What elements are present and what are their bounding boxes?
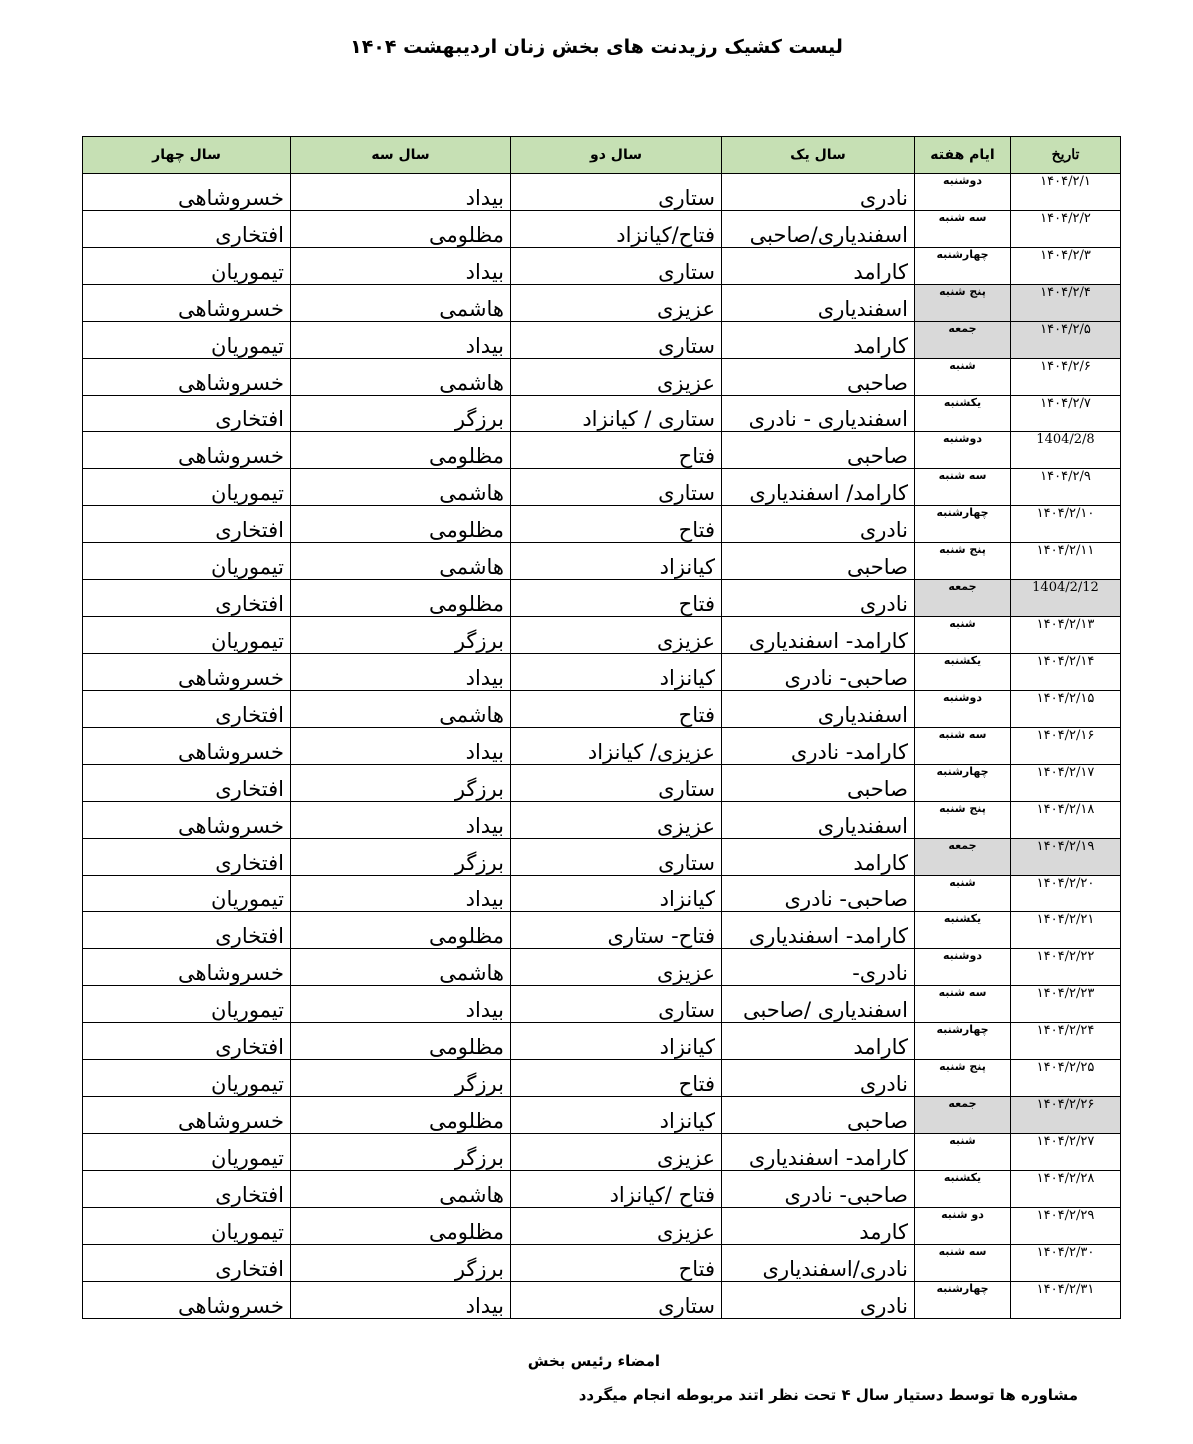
table-row: [83, 617, 1121, 654]
cell-year-one: صاحبی- نادری: [722, 1170, 915, 1207]
cell-year-three: هاشمی: [291, 1170, 511, 1207]
cell-year-two: ستاری: [511, 986, 722, 1023]
cell-year-three: مظلومی: [291, 210, 511, 247]
cell-date: ۱۴۰۴/۲/۱۴: [1011, 653, 1121, 690]
cell-year-two: عزیزی: [511, 358, 722, 395]
cell-day: چهارشنبه: [915, 1281, 1011, 1318]
cell-year-one: اسفندیاری: [722, 690, 915, 727]
cell-year-three: برزگر: [291, 838, 511, 875]
cell-year-two: عزیزی: [511, 617, 722, 654]
cell-day: سه شنبه: [915, 727, 1011, 764]
table-row: [83, 543, 1121, 580]
cell-year-two: ستاری: [511, 1281, 722, 1318]
cell-day: پنج شنبه: [915, 284, 1011, 321]
table-row: [83, 801, 1121, 838]
table-row: [83, 1023, 1121, 1060]
cell-year-one: کارامد: [722, 247, 915, 284]
cell-year-four: خسروشاهی: [83, 801, 291, 838]
cell-year-two: ستاری: [511, 321, 722, 358]
cell-date: ۱۴۰۴/۲/۲۱: [1011, 912, 1121, 949]
cell-year-two: فتاح: [511, 432, 722, 469]
cell-year-one: نادری: [722, 506, 915, 543]
table-row: [83, 1133, 1121, 1170]
table-row: [83, 1281, 1121, 1318]
cell-day: چهارشنبه: [915, 506, 1011, 543]
cell-year-one: صاحبی: [722, 432, 915, 469]
cell-date: ۱۴۰۴/۲/۶: [1011, 358, 1121, 395]
table-row: [83, 469, 1121, 506]
cell-year-one: اسفندیاری /صاحبی: [722, 986, 915, 1023]
cell-day: سه شنبه: [915, 210, 1011, 247]
cell-day: یکشنبه: [915, 395, 1011, 432]
cell-year-three: بیداد: [291, 986, 511, 1023]
cell-year-four: تیموریان: [83, 1133, 291, 1170]
cell-day: جمعه: [915, 580, 1011, 617]
cell-date: ۱۴۰۴/۲/۲۲: [1011, 949, 1121, 986]
cell-year-two: ستاری: [511, 838, 722, 875]
cell-year-two: ستاری: [511, 174, 722, 211]
cell-year-three: هاشمی: [291, 690, 511, 727]
table-row: [83, 247, 1121, 284]
cell-date: ۱۴۰۴/۲/۹: [1011, 469, 1121, 506]
cell-year-one: صاحبی: [722, 358, 915, 395]
cell-day: چهارشنبه: [915, 764, 1011, 801]
cell-year-four: تیموریان: [83, 543, 291, 580]
cell-day: دوشنبه: [915, 949, 1011, 986]
cell-year-three: مظلومی: [291, 580, 511, 617]
cell-year-four: خسروشاهی: [83, 1281, 291, 1318]
cell-day: سه شنبه: [915, 469, 1011, 506]
cell-date: ۱۴۰۴/۲/۱۰: [1011, 506, 1121, 543]
table-row: [83, 949, 1121, 986]
cell-year-four: افتخاری: [83, 395, 291, 432]
cell-date: ۱۴۰۴/۲/۱۸: [1011, 801, 1121, 838]
cell-year-two: ستاری: [511, 247, 722, 284]
cell-year-one: کارامد/ اسفندیاری: [722, 469, 915, 506]
table-row: [83, 174, 1121, 211]
cell-year-three: مظلومی: [291, 432, 511, 469]
cell-date: ۱۴۰۴/۲/۵: [1011, 321, 1121, 358]
table-row: [83, 838, 1121, 875]
roster-body: [83, 174, 1121, 1319]
cell-year-three: بیداد: [291, 875, 511, 912]
cell-year-four: افتخاری: [83, 210, 291, 247]
cell-year-two: عزیزی: [511, 949, 722, 986]
cell-year-one: نادری: [722, 580, 915, 617]
cell-year-one: کارامد- اسفندیاری: [722, 617, 915, 654]
cell-year-one: اسفندیاری - نادری: [722, 395, 915, 432]
table-row: [83, 358, 1121, 395]
cell-day: پنج شنبه: [915, 801, 1011, 838]
cell-year-three: مظلومی: [291, 1023, 511, 1060]
cell-year-three: هاشمی: [291, 284, 511, 321]
header-year-one: سال یک: [722, 137, 915, 174]
cell-day: شنبه: [915, 875, 1011, 912]
cell-day: جمعه: [915, 321, 1011, 358]
cell-year-four: افتخاری: [83, 1244, 291, 1281]
cell-date: ۱۴۰۴/۲/۲۷: [1011, 1133, 1121, 1170]
cell-day: شنبه: [915, 358, 1011, 395]
cell-date: ۱۴۰۴/۲/۱۵: [1011, 690, 1121, 727]
cell-year-four: افتخاری: [83, 690, 291, 727]
cell-year-two: ستاری: [511, 764, 722, 801]
cell-date: ۱۴۰۴/۲/۱۶: [1011, 727, 1121, 764]
cell-year-two: فتاح/کیانزاد: [511, 210, 722, 247]
cell-year-one: نادری: [722, 1281, 915, 1318]
cell-year-four: خسروشاهی: [83, 1097, 291, 1134]
cell-year-two: کیانزاد: [511, 653, 722, 690]
footer-note: مشاوره ها توسط دستیار سال ۴ تحت نظر اتند مربوطه انجام میگردد: [578, 1386, 1078, 1404]
cell-year-two: فتاح- ستاری: [511, 912, 722, 949]
cell-year-three: بیداد: [291, 247, 511, 284]
cell-date: ۱۴۰۴/۲/۱۳: [1011, 617, 1121, 654]
cell-date: ۱۴۰۴/۲/۴: [1011, 284, 1121, 321]
cell-year-four: افتخاری: [83, 1023, 291, 1060]
cell-year-four: خسروشاهی: [83, 174, 291, 211]
cell-year-two: کیانزاد: [511, 1097, 722, 1134]
cell-day: یکشنبه: [915, 1170, 1011, 1207]
table-row: [83, 653, 1121, 690]
cell-year-three: بیداد: [291, 321, 511, 358]
cell-date: ۱۴۰۴/۲/۱۷: [1011, 764, 1121, 801]
cell-year-one: صاحبی- نادری: [722, 875, 915, 912]
cell-year-four: افتخاری: [83, 764, 291, 801]
cell-year-four: تیموریان: [83, 1060, 291, 1097]
cell-year-two: کیانزاد: [511, 875, 722, 912]
cell-date: ۱۴۰۴/۲/۲: [1011, 210, 1121, 247]
cell-date: ۱۴۰۴/۲/۲۴: [1011, 1023, 1121, 1060]
cell-date: ۱۴۰۴/۲/۳۱: [1011, 1281, 1121, 1318]
cell-year-three: مظلومی: [291, 1097, 511, 1134]
header-day: ایام هفته: [915, 137, 1011, 174]
cell-year-one: کارامد- اسفندیاری: [722, 912, 915, 949]
table-row: [83, 875, 1121, 912]
cell-date: ۱۴۰۴/۲/۷: [1011, 395, 1121, 432]
cell-year-one: کارامد- نادری: [722, 727, 915, 764]
table-row: [83, 764, 1121, 801]
cell-year-one: کارامد: [722, 321, 915, 358]
cell-year-four: افتخاری: [83, 580, 291, 617]
cell-year-one: صاحبی: [722, 764, 915, 801]
cell-year-three: بیداد: [291, 801, 511, 838]
cell-year-one: کارامد- اسفندیاری: [722, 1133, 915, 1170]
cell-date: ۱۴۰۴/۲/۲۶: [1011, 1097, 1121, 1134]
cell-day: سه شنبه: [915, 986, 1011, 1023]
cell-date: ۱۴۰۴/۲/۲۳: [1011, 986, 1121, 1023]
cell-year-three: برزگر: [291, 395, 511, 432]
cell-year-two: عزیزی: [511, 801, 722, 838]
cell-year-two: عزیزی/ کیانزاد: [511, 727, 722, 764]
table-row: [83, 727, 1121, 764]
cell-year-one: نادری-: [722, 949, 915, 986]
cell-year-one: صاحبی: [722, 1097, 915, 1134]
cell-year-two: فتاح: [511, 690, 722, 727]
table-row: [83, 1097, 1121, 1134]
cell-year-four: خسروشاهی: [83, 358, 291, 395]
header-year-four: سال چهار: [83, 137, 291, 174]
cell-year-two: ستاری / کیانزاد: [511, 395, 722, 432]
cell-year-four: خسروشاهی: [83, 653, 291, 690]
cell-year-one: نادری/اسفندیاری: [722, 1244, 915, 1281]
cell-day: دوشنبه: [915, 432, 1011, 469]
cell-year-four: افتخاری: [83, 912, 291, 949]
table-row: [83, 986, 1121, 1023]
cell-year-four: افتخاری: [83, 838, 291, 875]
cell-day: دوشنبه: [915, 690, 1011, 727]
cell-date: ۱۴۰۴/۲/۲۵: [1011, 1060, 1121, 1097]
cell-year-three: بیداد: [291, 1281, 511, 1318]
table-row: [83, 1244, 1121, 1281]
cell-year-three: مظلومی: [291, 912, 511, 949]
cell-year-three: برزگر: [291, 1133, 511, 1170]
cell-year-one: اسفندیاری: [722, 284, 915, 321]
cell-year-four: افتخاری: [83, 1170, 291, 1207]
cell-year-one: کارمد: [722, 1207, 915, 1244]
cell-day: سه شنبه: [915, 1244, 1011, 1281]
table-row: [83, 395, 1121, 432]
cell-year-three: برزگر: [291, 617, 511, 654]
cell-date: ۱۴۰۴/۲/۲۸: [1011, 1170, 1121, 1207]
cell-year-two: عزیزی: [511, 284, 722, 321]
roster-table: [82, 136, 1121, 1319]
cell-year-three: برزگر: [291, 1244, 511, 1281]
cell-year-four: تیموریان: [83, 469, 291, 506]
table-row: [83, 912, 1121, 949]
cell-date: 1404/2/12: [1011, 580, 1121, 617]
page-title: لیست کشیک رزیدنت های بخش زنان اردیبهشت ۱۴۰۴: [350, 36, 843, 58]
cell-year-three: برزگر: [291, 1060, 511, 1097]
cell-year-four: تیموریان: [83, 875, 291, 912]
cell-year-three: بیداد: [291, 653, 511, 690]
cell-year-four: خسروشاهی: [83, 432, 291, 469]
cell-date: ۱۴۰۴/۲/۳۰: [1011, 1244, 1121, 1281]
cell-year-two: فتاح: [511, 580, 722, 617]
cell-year-three: مظلومی: [291, 1207, 511, 1244]
table-row: [83, 690, 1121, 727]
table-row: [83, 506, 1121, 543]
table-row: [83, 1207, 1121, 1244]
table-row: [83, 1170, 1121, 1207]
cell-year-two: عزیزی: [511, 1207, 722, 1244]
cell-year-two: کیانزاد: [511, 543, 722, 580]
cell-year-one: اسفندیاری/صاحبی: [722, 210, 915, 247]
cell-year-four: تیموریان: [83, 321, 291, 358]
cell-day: چهارشنبه: [915, 247, 1011, 284]
cell-year-one: نادری: [722, 1060, 915, 1097]
cell-date: ۱۴۰۴/۲/۱: [1011, 174, 1121, 211]
cell-day: جمعه: [915, 838, 1011, 875]
cell-year-one: کارامد: [722, 838, 915, 875]
signature-label: امضاء رئیس بخش: [527, 1352, 660, 1370]
cell-year-four: تیموریان: [83, 247, 291, 284]
table-row: [83, 284, 1121, 321]
cell-year-two: عزیزی: [511, 1133, 722, 1170]
cell-year-three: بیداد: [291, 727, 511, 764]
cell-year-three: بیداد: [291, 174, 511, 211]
header-year-two: سال دو: [511, 137, 722, 174]
cell-year-four: تیموریان: [83, 986, 291, 1023]
cell-year-four: تیموریان: [83, 617, 291, 654]
cell-day: دو شنبه: [915, 1207, 1011, 1244]
table-row: [83, 321, 1121, 358]
cell-date: ۱۴۰۴/۲/۲۹: [1011, 1207, 1121, 1244]
cell-year-two: فتاح: [511, 506, 722, 543]
cell-year-three: هاشمی: [291, 469, 511, 506]
cell-day: یکشنبه: [915, 912, 1011, 949]
cell-year-three: هاشمی: [291, 949, 511, 986]
cell-day: پنج شنبه: [915, 1060, 1011, 1097]
cell-date: ۱۴۰۴/۲/۱۹: [1011, 838, 1121, 875]
cell-year-one: اسفندیاری: [722, 801, 915, 838]
cell-year-four: خسروشاهی: [83, 284, 291, 321]
cell-date: 1404/2/8: [1011, 432, 1121, 469]
cell-year-one: صاحبی: [722, 543, 915, 580]
cell-year-four: افتخاری: [83, 506, 291, 543]
cell-day: شنبه: [915, 1133, 1011, 1170]
cell-year-three: برزگر: [291, 764, 511, 801]
table-row: [83, 210, 1121, 247]
table-header-row: [83, 137, 1121, 174]
cell-day: یکشنبه: [915, 653, 1011, 690]
cell-year-three: هاشمی: [291, 543, 511, 580]
cell-year-three: هاشمی: [291, 358, 511, 395]
cell-year-four: خسروشاهی: [83, 727, 291, 764]
header-date: تاریخ: [1011, 137, 1121, 174]
cell-date: ۱۴۰۴/۲/۲۰: [1011, 875, 1121, 912]
cell-day: جمعه: [915, 1097, 1011, 1134]
table-row: [83, 580, 1121, 617]
cell-year-four: خسروشاهی: [83, 949, 291, 986]
cell-year-two: فتاح: [511, 1244, 722, 1281]
cell-year-one: صاحبی- نادری: [722, 653, 915, 690]
cell-day: شنبه: [915, 617, 1011, 654]
cell-date: ۱۴۰۴/۲/۳: [1011, 247, 1121, 284]
cell-day: پنج شنبه: [915, 543, 1011, 580]
cell-date: ۱۴۰۴/۲/۱۱: [1011, 543, 1121, 580]
cell-year-four: تیموریان: [83, 1207, 291, 1244]
cell-day: دوشنبه: [915, 174, 1011, 211]
table-row: [83, 1060, 1121, 1097]
cell-year-two: فتاح: [511, 1060, 722, 1097]
cell-year-one: کارامد: [722, 1023, 915, 1060]
cell-year-two: ستاری: [511, 469, 722, 506]
header-year-three: سال سه: [291, 137, 511, 174]
cell-year-one: نادری: [722, 174, 915, 211]
table-row: [83, 432, 1121, 469]
cell-year-two: کیانزاد: [511, 1023, 722, 1060]
cell-year-three: مظلومی: [291, 506, 511, 543]
cell-year-two: فتاح /کیانزاد: [511, 1170, 722, 1207]
cell-day: چهارشنبه: [915, 1023, 1011, 1060]
